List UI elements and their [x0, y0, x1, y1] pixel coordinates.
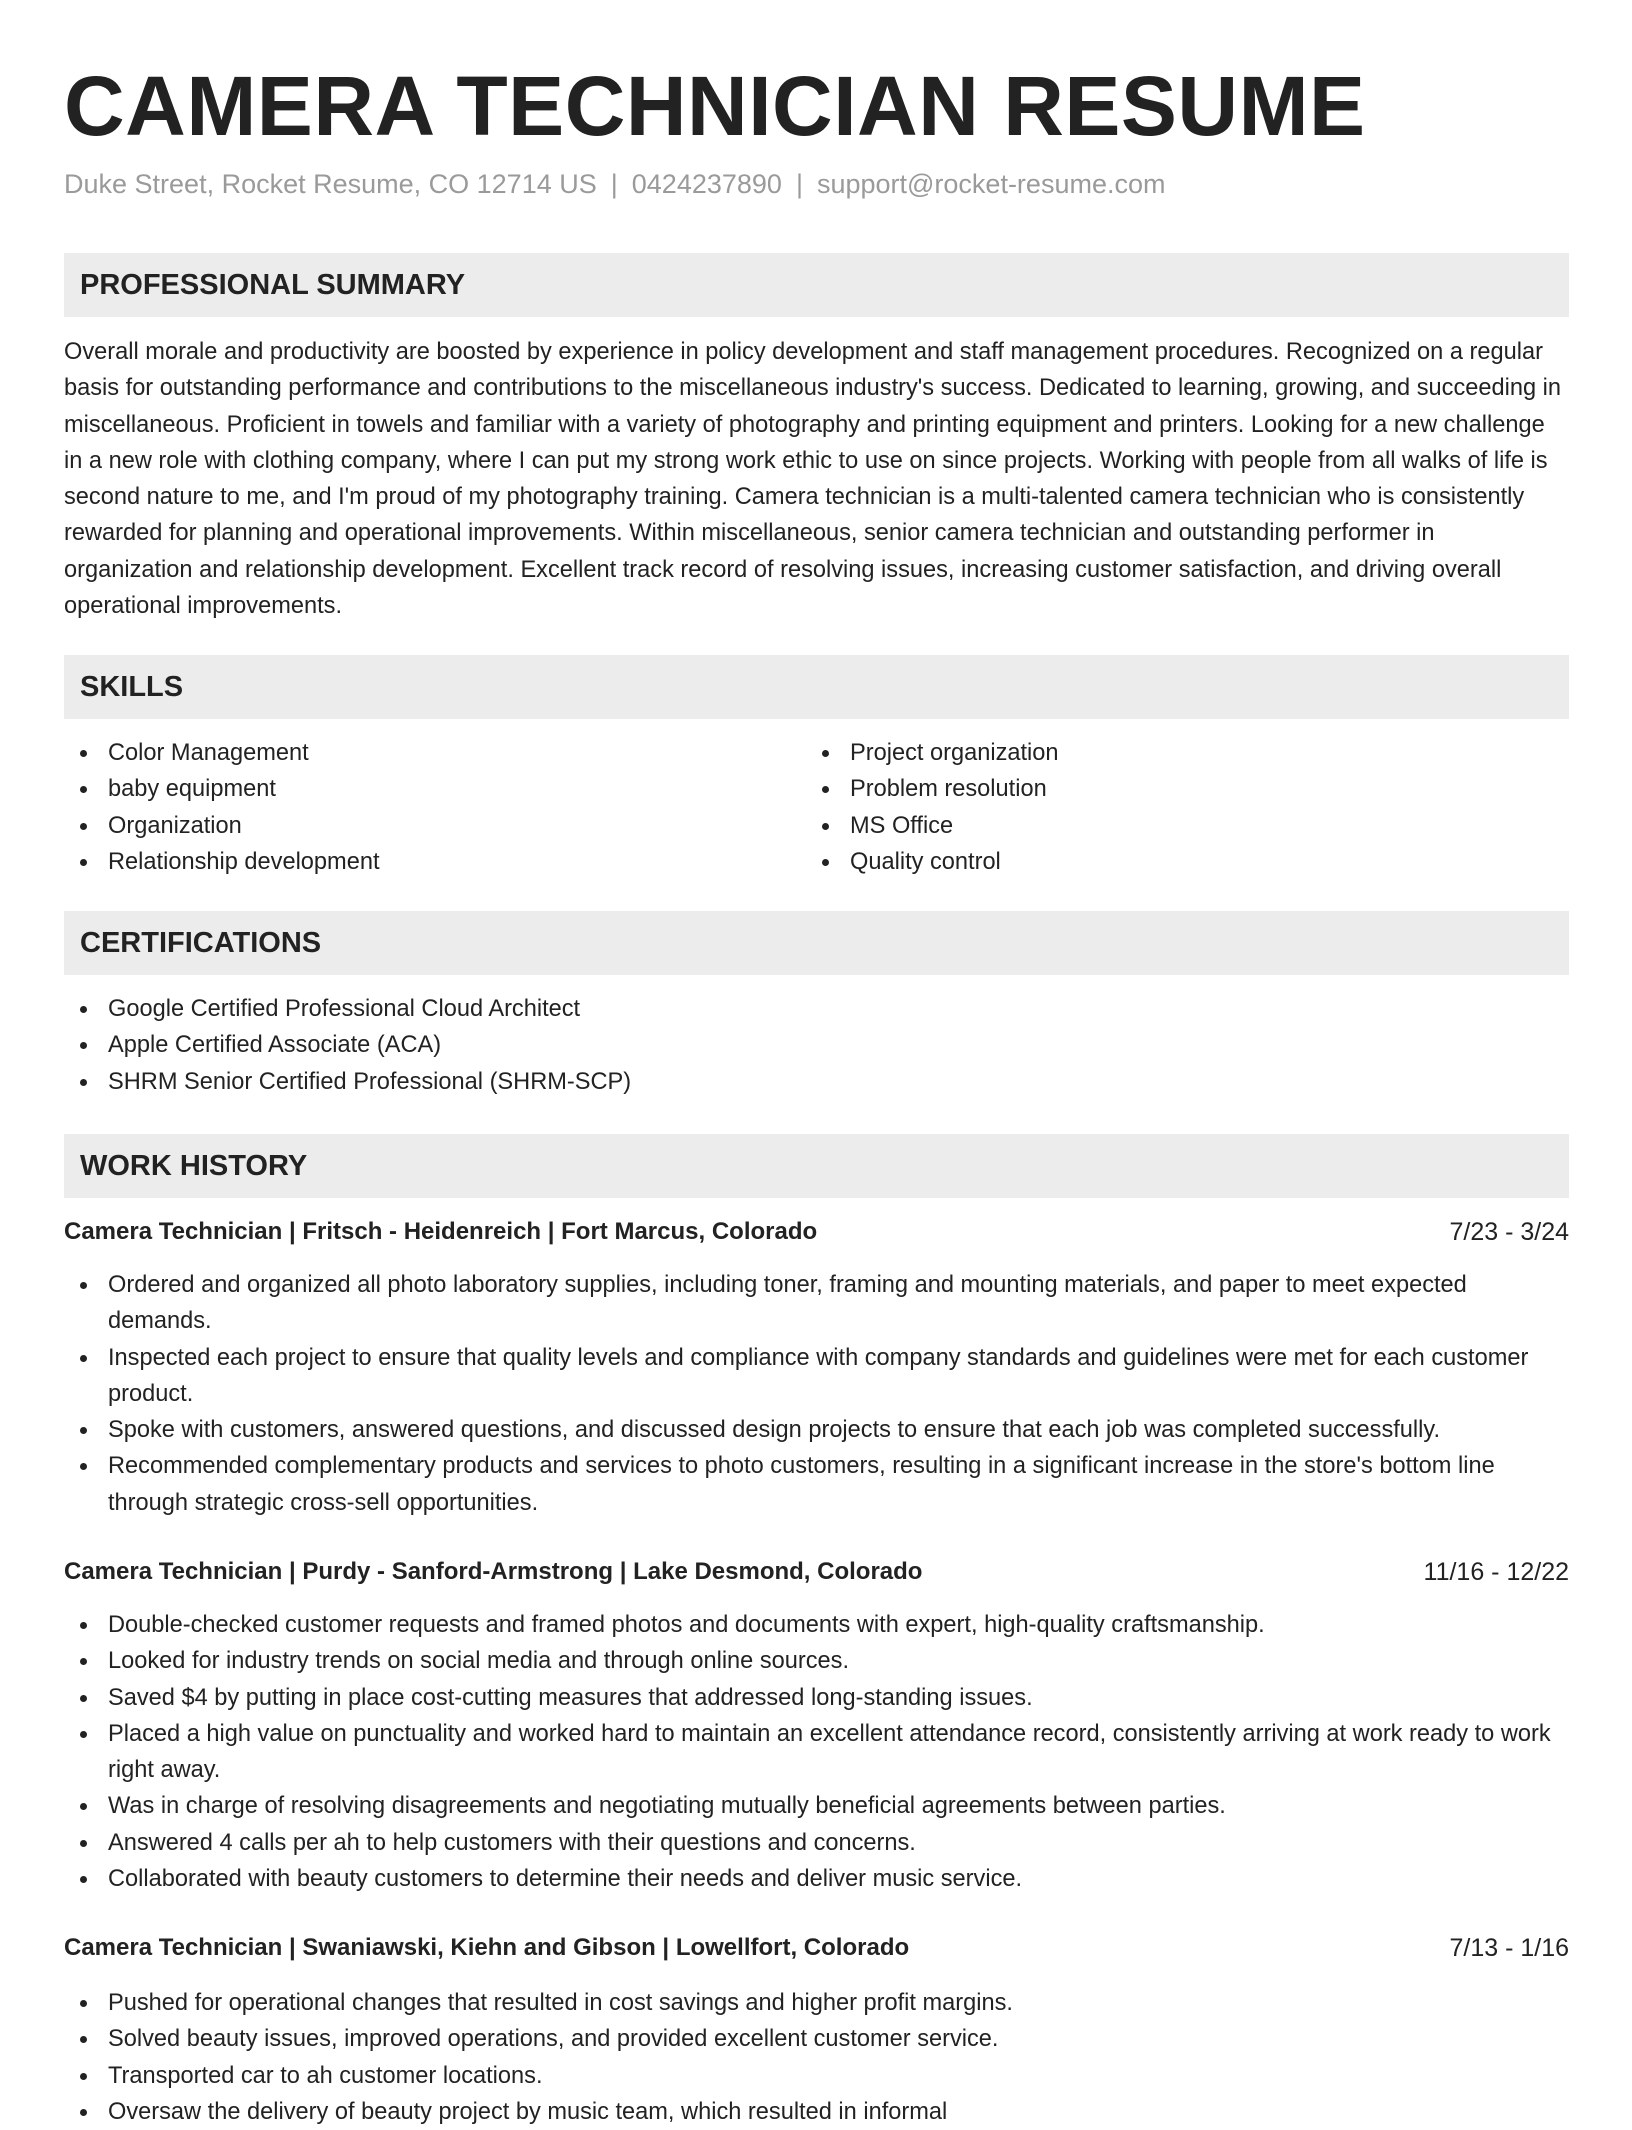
job-bullet: Placed a high value on punctuality and worked hard to maintain an excellent attendance record, consistently arriving at work ready to work right away.	[64, 1716, 1569, 1789]
skill-item: Organization	[64, 808, 804, 844]
job-bullet: Collaborated with beauty customers to determine their needs and deliver music service.	[64, 1861, 1569, 1897]
job-bullet: Oversaw the delivery of beauty project by music team, which resulted in informal	[64, 2094, 1569, 2130]
skill-item: Relationship development	[64, 844, 804, 880]
job-bullet: Transported car to ah customer locations.	[64, 2058, 1569, 2094]
skill-item: Color Management	[64, 735, 804, 771]
skills-heading: SKILLS	[64, 655, 1569, 719]
skills-list-left	[64, 735, 804, 880]
job-bullet: Answered 4 calls per ah to help customers with their questions and concerns.	[64, 1825, 1569, 1861]
summary-heading: PROFESSIONAL SUMMARY	[64, 253, 1569, 317]
work-history-heading: WORK HISTORY	[64, 1134, 1569, 1198]
skill-item: baby equipment	[64, 771, 804, 807]
contact-email: support@rocket-resume.com	[816, 169, 1166, 199]
contact-separator: |	[795, 169, 803, 199]
job-dates: 7/13 - 1/16	[1449, 1934, 1569, 1962]
certifications-list	[64, 991, 1569, 1100]
contact-address: Duke Street, Rocket Resume, CO 12714 US	[64, 169, 597, 199]
skill-item: Problem resolution	[806, 771, 1546, 807]
certification-item: Google Certified Professional Cloud Architect	[64, 991, 1569, 1027]
skill-item: Quality control	[806, 844, 1546, 880]
job-dates: 7/23 - 3/24	[1449, 1218, 1569, 1246]
job-header	[64, 1554, 1569, 1590]
contact-phone: 0424237890	[631, 169, 782, 199]
resume-title: CAMERA TECHNICIAN RESUME	[64, 59, 1366, 153]
job-bullet: Pushed for operational changes that resulted in cost savings and higher profit margins.	[64, 1985, 1569, 2021]
job-bullet: Recommended complementary products and services to photo customers, resulting in a significant increase in the store's bottom line through strategic cross-sell opportunities.	[64, 1448, 1569, 1521]
job-bullet: Spoke with customers, answered questions, and discussed design projects to ensure that each job was completed successfully.	[64, 1412, 1569, 1448]
job-header	[64, 1930, 1569, 1966]
job-bullet: Looked for industry trends on social media and through online sources.	[64, 1643, 1569, 1679]
skill-item: MS Office	[806, 808, 1546, 844]
job-bullets	[64, 1985, 1569, 2130]
certification-item: Apple Certified Associate (ACA)	[64, 1027, 1569, 1063]
job-bullet: Inspected each project to ensure that quality levels and compliance with company standards and guidelines were met for each customer product.	[64, 1340, 1569, 1413]
job-dates: 11/16 - 12/22	[1423, 1558, 1569, 1586]
job-title: Camera Technician | Fritsch - Heidenreich | Fort Marcus, Colorado	[64, 1218, 818, 1245]
certifications-heading: CERTIFICATIONS	[64, 911, 1569, 975]
job-bullet: Saved $4 by putting in place cost-cutting measures that addressed long-standing issues.	[64, 1680, 1569, 1716]
job-bullet: Ordered and organized all photo laboratory supplies, including toner, framing and mounting materials, and paper to meet expected demands.	[64, 1267, 1569, 1340]
contact-line	[64, 166, 1165, 202]
skills-list-right	[806, 735, 1546, 880]
job-bullets	[64, 1607, 1569, 1897]
job-bullet: Double-checked customer requests and framed photos and documents with expert, high-quality craftsmanship.	[64, 1607, 1569, 1643]
job-title: Camera Technician | Swaniawski, Kiehn and Gibson | Lowellfort, Colorado	[64, 1934, 910, 1961]
contact-separator: |	[610, 169, 618, 199]
job-bullets	[64, 1267, 1569, 1521]
job-bullet: Was in charge of resolving disagreements and negotiating mutually beneficial agreements between parties.	[64, 1788, 1569, 1824]
job-header	[64, 1214, 1569, 1250]
certification-item: SHRM Senior Certified Professional (SHRM-SCP)	[64, 1064, 1569, 1100]
job-bullet: Solved beauty issues, improved operations, and provided excellent customer service.	[64, 2021, 1569, 2057]
job-title: Camera Technician | Purdy - Sanford-Armstrong | Lake Desmond, Colorado	[64, 1558, 923, 1585]
summary-text: Overall morale and productivity are boosted by experience in policy development and staff management procedures. Recognized on a regular basis for outstanding performance and contributions to the miscellaneous industry's success. Dedicated to learning, growing, and succeeding in miscellaneous. Proficient in towels and familiar with a variety of photography and printing equipment and printers. Looking for a new challenge in a new role with clothing company, where I can put my strong work ethic to use on since projects. Working with people from all walks of life is second nature to me, and I'm proud of my photography training. Camera technician is a multi-talented camera technician who is consistently rewarded for planning and operational improvements. Within miscellaneous, senior camera technician and outstanding performer in organization and relationship development. Excellent track record of resolving issues, increasing customer satisfaction, and driving overall operational improvements.	[64, 339, 1562, 620]
skill-item: Project organization	[806, 735, 1546, 771]
